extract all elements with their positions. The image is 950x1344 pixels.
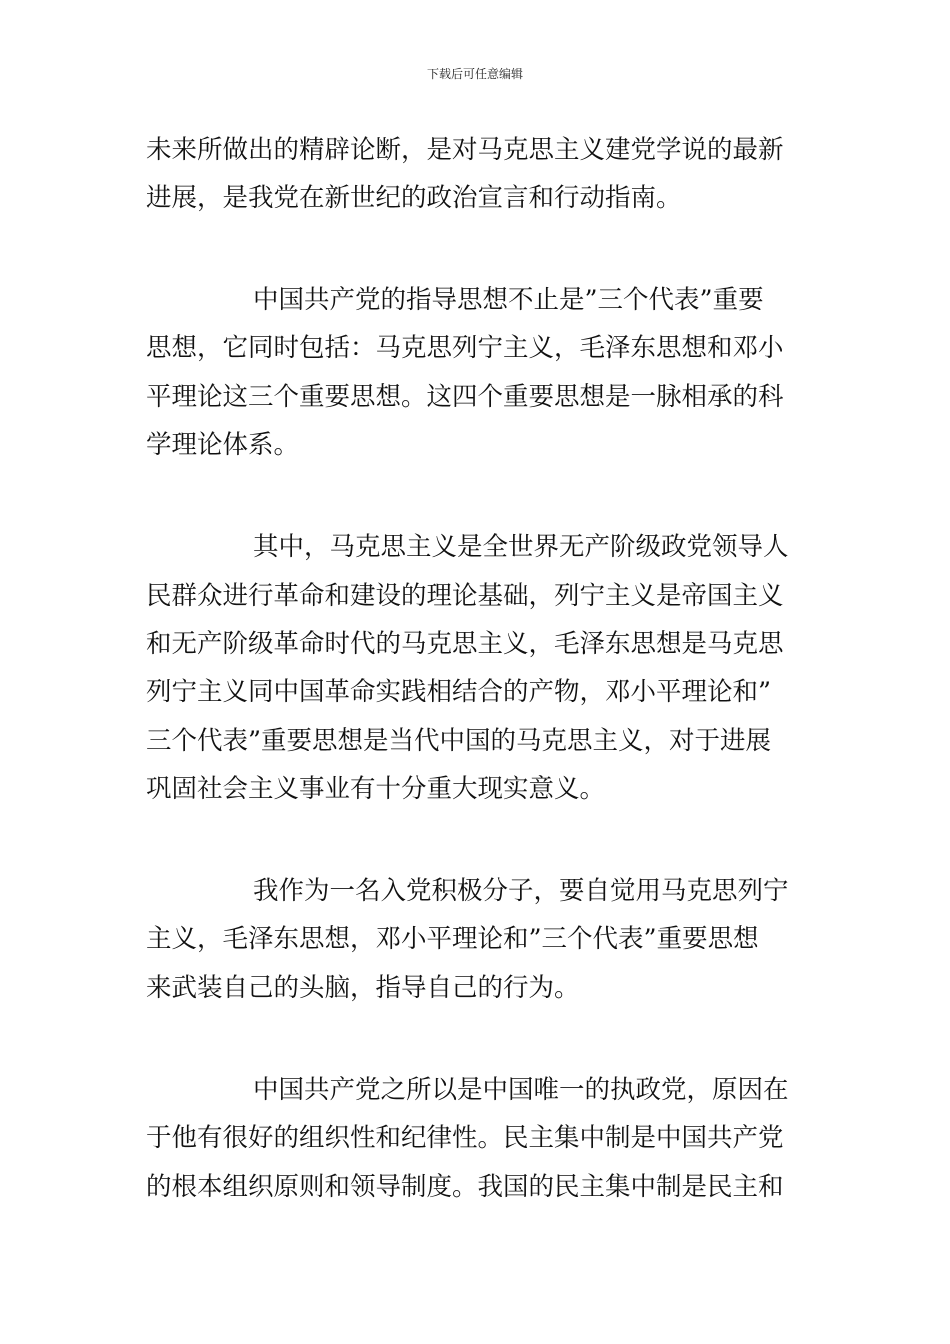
text-line: 思想，它同时包括：马克思列宁主义，毛泽东思想和邓小 bbox=[146, 333, 784, 363]
text-line: 的根本组织原则和领导制度。我国的民主集中制是民主和 bbox=[146, 1172, 784, 1202]
text-line: 列宁主义同中国革命实践相结合的产物，邓小平理论和” bbox=[146, 677, 772, 707]
text-line: 于他有很好的组织性和纪律性。民主集中制是中国共产党 bbox=[146, 1123, 784, 1153]
text-line: 来武装自己的头脑，指导自己的行为。 bbox=[146, 973, 580, 1003]
text-line: 三个代表”重要思想是当代中国的马克思主义，对于进展 bbox=[146, 726, 772, 756]
text-line: 民群众进行革命和建设的理论基础，列宁主义是帝国主义 bbox=[146, 581, 784, 611]
text-line: 中国共产党的指导思想不止是”三个代表”重要 bbox=[253, 285, 764, 315]
text-line: 中国共产党之所以是中国唯一的执政党，原因在 bbox=[253, 1075, 789, 1105]
text-line: 和无产阶级革命时代的马克思主义，毛泽东思想是马克思 bbox=[146, 629, 784, 659]
page-header: 下载后可任意编辑 bbox=[426, 67, 523, 81]
text-line: 平理论这三个重要思想。这四个重要思想是一脉相承的科 bbox=[146, 382, 784, 412]
text-line: 未来所做出的精辟论断，是对马克思主义建党学说的最新 bbox=[146, 135, 784, 165]
text-line: 我作为一名入党积极分子，要自觉用马克思列宁 bbox=[253, 876, 789, 906]
text-line: 进展，是我党在新世纪的政治宣言和行动指南。 bbox=[146, 183, 682, 213]
text-line: 巩固社会主义事业有十分重大现实意义。 bbox=[146, 774, 606, 804]
text-line: 其中，马克思主义是全世界无产阶级政党领导人 bbox=[253, 532, 789, 562]
text-line: 主义，毛泽东思想，邓小平理论和”三个代表”重要思想 bbox=[146, 924, 759, 954]
text-line: 学理论体系。 bbox=[146, 430, 300, 460]
